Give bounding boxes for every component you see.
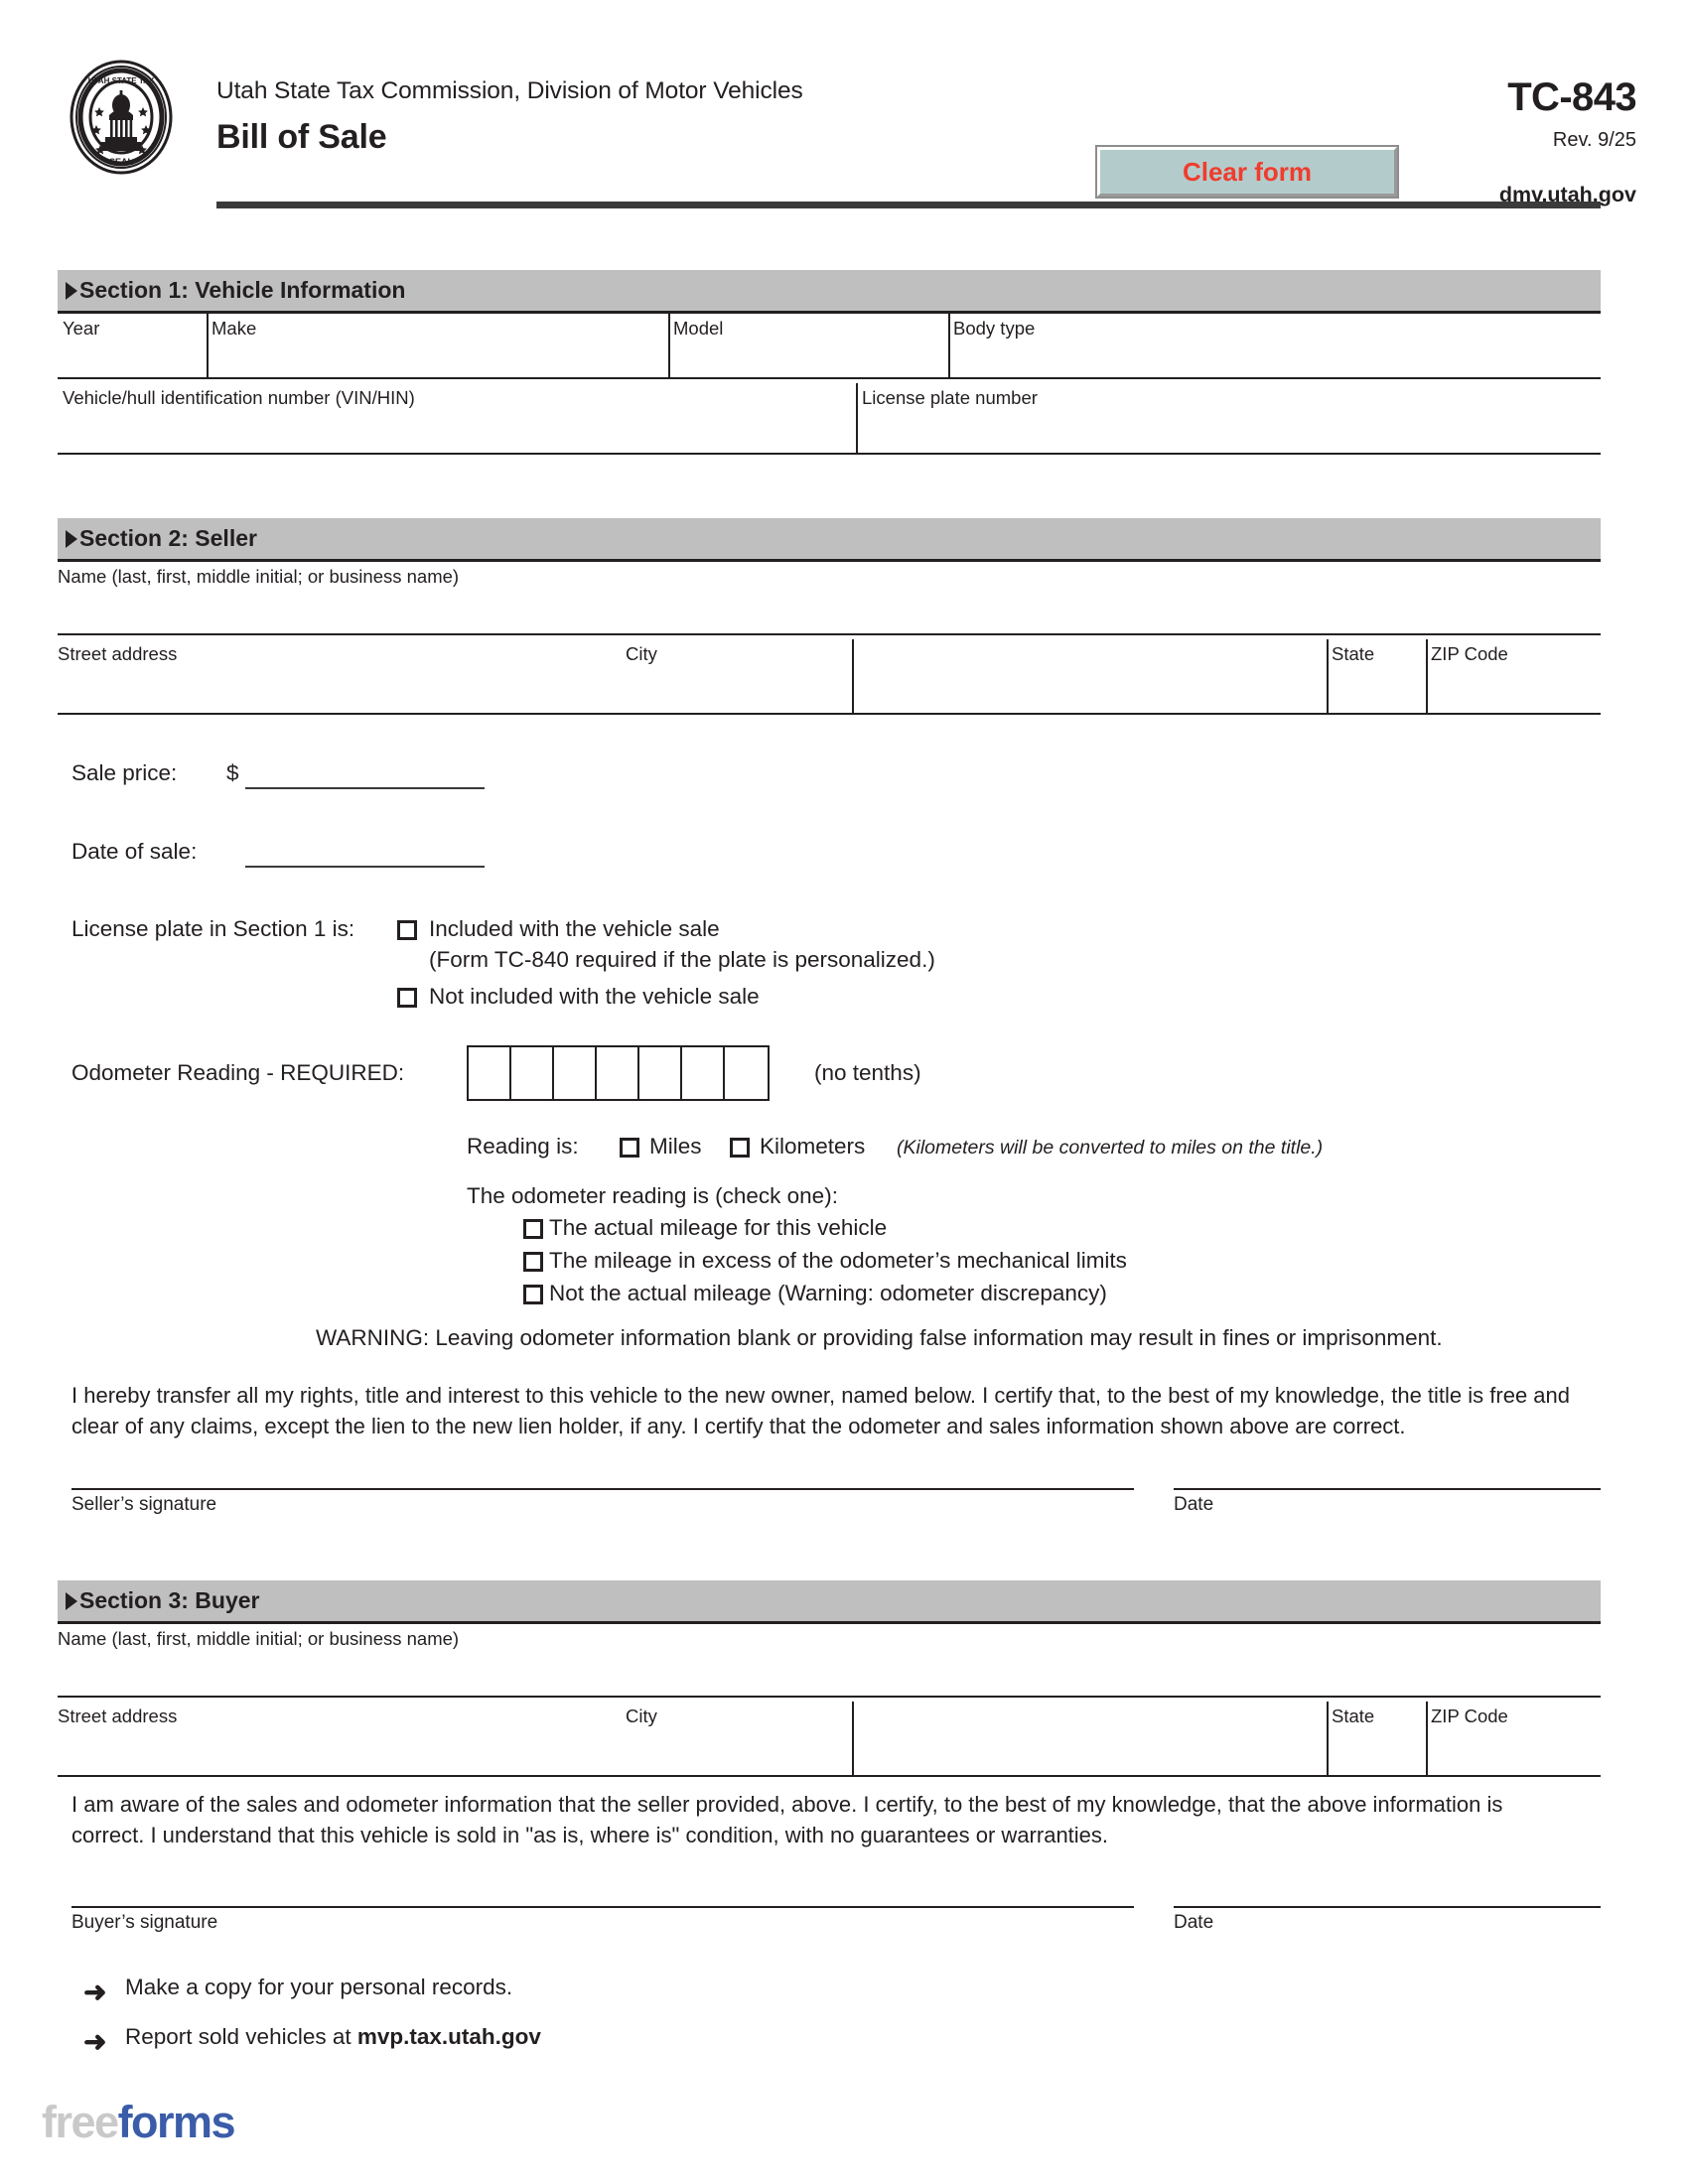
svg-text:UTAH STATE TAX: UTAH STATE TAX xyxy=(87,76,155,85)
actual-mileage-label: The actual mileage for this vehicle xyxy=(549,1215,888,1240)
seller-date-line xyxy=(1174,1488,1601,1490)
not-actual-mileage-checkbox[interactable] xyxy=(523,1285,543,1304)
year-input[interactable] xyxy=(60,336,205,377)
freeforms-logo-part2: forms xyxy=(117,2097,235,2147)
excess-mileage-label: The mileage in excess of the odometer’s mechanical limits xyxy=(549,1248,1127,1273)
footer-note-report xyxy=(125,2024,541,2050)
clear-form-button-label: Clear form xyxy=(1182,156,1313,187)
year-label: Year xyxy=(63,318,100,339)
buyer-signature-label: Buyer’s signature xyxy=(71,1912,218,1933)
model-label: Model xyxy=(673,318,724,339)
odometer-digit-5[interactable] xyxy=(639,1047,682,1099)
odometer-digit-7[interactable] xyxy=(725,1047,768,1099)
buyer-city-state-divider xyxy=(1327,1702,1329,1775)
vehicle-row-divider-2 xyxy=(668,314,670,377)
odometer-no-tenths-note: (no tenths) xyxy=(814,1060,921,1085)
clear-form-button[interactable] xyxy=(1097,147,1397,197)
seller-name-input[interactable] xyxy=(60,588,1597,633)
agency-name: Utah State Tax Commission, Division of Motor Vehicles xyxy=(216,77,803,104)
vehicle-row-divider-1 xyxy=(207,314,209,377)
buyer-signature-input[interactable] xyxy=(71,1867,1134,1906)
header-title-block xyxy=(216,77,1110,157)
section-arrow-icon xyxy=(66,1592,77,1610)
section-3-header xyxy=(58,1580,1601,1624)
section-3-title: Section 3: Buyer xyxy=(79,1587,260,1613)
mileage-check-one-prompt: The odometer reading is (check one): xyxy=(467,1183,838,1208)
buyer-street-input[interactable] xyxy=(60,1727,850,1775)
body-type-label: Body type xyxy=(953,318,1036,339)
seller-zip-label: ZIP Code xyxy=(1431,643,1508,664)
reading-units-label: Reading is: xyxy=(467,1134,579,1159)
section-1-header xyxy=(58,270,1601,314)
sale-price-underline xyxy=(245,787,485,789)
buyer-name-label: Name (last, first, middle initial; or business name) xyxy=(58,1628,460,1649)
dmv-website-url: dmv.utah.gov xyxy=(1498,183,1636,206)
date-of-sale-label: Date of sale: xyxy=(71,839,198,864)
seller-state-zip-divider xyxy=(1426,639,1428,713)
seller-date-input[interactable] xyxy=(1174,1449,1601,1488)
seller-signature-input[interactable] xyxy=(71,1449,1134,1488)
section-arrow-icon xyxy=(66,282,77,300)
odometer-digit-1[interactable] xyxy=(469,1047,511,1099)
seller-certification-paragraph: I hereby transfer all my rights, title and interest to this vehicle to the new owner, named below. I certify that, to the best of my knowledge, the title is free and clear of any claims, except the lien to the new lien holder, if any. I certify that the odometer and sales information shown above are correct. xyxy=(71,1383,1570,1438)
plate-personalized-note: (Form TC-840 required if the plate is personalized.) xyxy=(429,947,935,972)
buyer-city-input[interactable] xyxy=(856,1727,1325,1775)
plate-not-included-checkbox[interactable] xyxy=(397,988,417,1008)
section-2-header xyxy=(58,518,1601,562)
seller-state-label: State xyxy=(1332,643,1375,664)
svg-text:SEAL: SEAL xyxy=(108,157,134,167)
make-input[interactable] xyxy=(211,336,665,377)
mvp-tax-utah-gov-link[interactable]: mvp.tax.utah.gov xyxy=(356,2024,541,2049)
header-divider xyxy=(216,202,1601,208)
buyer-state-input[interactable] xyxy=(1331,1727,1424,1775)
seller-name-label: Name (last, first, middle initial; or business name) xyxy=(58,566,460,587)
buyer-state-zip-divider xyxy=(1426,1702,1428,1775)
sale-price-input[interactable] xyxy=(245,754,485,787)
not-actual-mileage-label: Not the actual mileage (Warning: odometer discrepancy) xyxy=(549,1281,1107,1305)
sale-price-label: Sale price: xyxy=(71,760,178,785)
seller-city-state-divider xyxy=(1327,639,1329,713)
buyer-zip-input[interactable] xyxy=(1430,1727,1597,1775)
plate-included-checkbox[interactable] xyxy=(397,920,417,940)
section-1-title: Section 1: Vehicle Information xyxy=(79,277,406,303)
vin-plate-divider xyxy=(856,383,858,453)
odometer-digit-3[interactable] xyxy=(554,1047,597,1099)
seller-city-label: City xyxy=(626,643,657,664)
form-header xyxy=(0,0,1688,228)
reading-miles-checkbox[interactable] xyxy=(620,1138,639,1158)
buyer-name-input[interactable] xyxy=(60,1650,1597,1696)
buyer-street-label: Street address xyxy=(58,1706,178,1726)
buyer-date-line xyxy=(1174,1906,1601,1908)
plate-not-included-label: Not included with the vehicle sale xyxy=(429,984,760,1009)
section-arrow-icon xyxy=(66,530,77,548)
seller-street-input[interactable] xyxy=(60,665,850,713)
make-label: Make xyxy=(211,318,257,339)
model-input[interactable] xyxy=(672,336,945,377)
seller-zip-input[interactable] xyxy=(1430,665,1597,713)
body-type-input[interactable] xyxy=(952,336,1598,377)
seller-state-input[interactable] xyxy=(1331,665,1424,713)
footer-note-copy: Make a copy for your personal records. xyxy=(125,1975,513,1999)
kilometers-conversion-note: (Kilometers will be converted to miles on the title.) xyxy=(897,1137,1324,1159)
odometer-reading-boxes[interactable] xyxy=(467,1045,770,1101)
form-number: TC-843 xyxy=(1507,75,1636,119)
reading-miles-label: Miles xyxy=(649,1134,702,1159)
seller-date-label: Date xyxy=(1174,1494,1214,1515)
arrow-right-icon: ➜ xyxy=(83,2026,107,2057)
seller-signature-label: Seller’s signature xyxy=(71,1494,217,1515)
excess-mileage-checkbox[interactable] xyxy=(523,1252,543,1272)
utah-state-seal-icon xyxy=(66,58,177,177)
license-plate-label: License plate number xyxy=(862,387,1038,408)
reading-kilometers-label: Kilometers xyxy=(760,1134,866,1159)
plate-included-label: Included with the vehicle sale xyxy=(429,916,720,941)
buyer-date-input[interactable] xyxy=(1174,1867,1601,1906)
seller-street-city-divider xyxy=(852,639,854,713)
odometer-warning-text: WARNING: Leaving odometer information blank or providing false information may result in fines or imprisonment. xyxy=(316,1325,1443,1350)
seller-street-label: Street address xyxy=(58,643,178,664)
odometer-digit-4[interactable] xyxy=(597,1047,639,1099)
vin-label: Vehicle/hull identification number (VIN/HIN) xyxy=(63,387,415,408)
vin-input[interactable] xyxy=(60,409,854,453)
buyer-state-label: State xyxy=(1332,1706,1375,1726)
footer-note-report-text: Report sold vehicles at xyxy=(125,2024,357,2049)
plate-disposition-prompt: License plate in Section 1 is: xyxy=(71,916,355,941)
actual-mileage-checkbox[interactable] xyxy=(523,1219,543,1239)
seller-city-input[interactable] xyxy=(856,665,1325,713)
date-of-sale-underline xyxy=(245,866,485,868)
odometer-digit-6[interactable] xyxy=(682,1047,725,1099)
buyer-street-city-divider xyxy=(852,1702,854,1775)
license-plate-input[interactable] xyxy=(860,409,1599,453)
freeforms-logo-part1: free xyxy=(42,2097,118,2147)
reading-kilometers-checkbox[interactable] xyxy=(730,1138,750,1158)
buyer-signature-line xyxy=(71,1906,1134,1908)
buyer-city-label: City xyxy=(626,1706,657,1726)
buyer-acknowledgment-paragraph: I am aware of the sales and odometer information that the seller provided, above. I certify, to the best of my knowledge, that the above information is correct. I understand that this vehicle is sold in "as is, where is" condition, with no guarantees or warranties. xyxy=(71,1792,1503,1847)
odometer-digit-2[interactable] xyxy=(511,1047,554,1099)
form-revision: Rev. 9/25 xyxy=(1552,129,1636,151)
page-title: Bill of Sale xyxy=(216,118,387,156)
buyer-zip-label: ZIP Code xyxy=(1431,1706,1508,1726)
freeforms-watermark-logo xyxy=(42,2097,234,2148)
odometer-reading-label: Odometer Reading - REQUIRED: xyxy=(71,1060,405,1085)
seller-signature-line xyxy=(71,1488,1134,1490)
section-2-title: Section 2: Seller xyxy=(79,525,257,551)
date-of-sale-input[interactable] xyxy=(245,833,485,866)
arrow-right-icon: ➜ xyxy=(83,1977,107,2007)
dollar-sign: $ xyxy=(226,760,239,785)
buyer-date-label: Date xyxy=(1174,1912,1214,1933)
vehicle-row-divider-3 xyxy=(948,314,950,377)
